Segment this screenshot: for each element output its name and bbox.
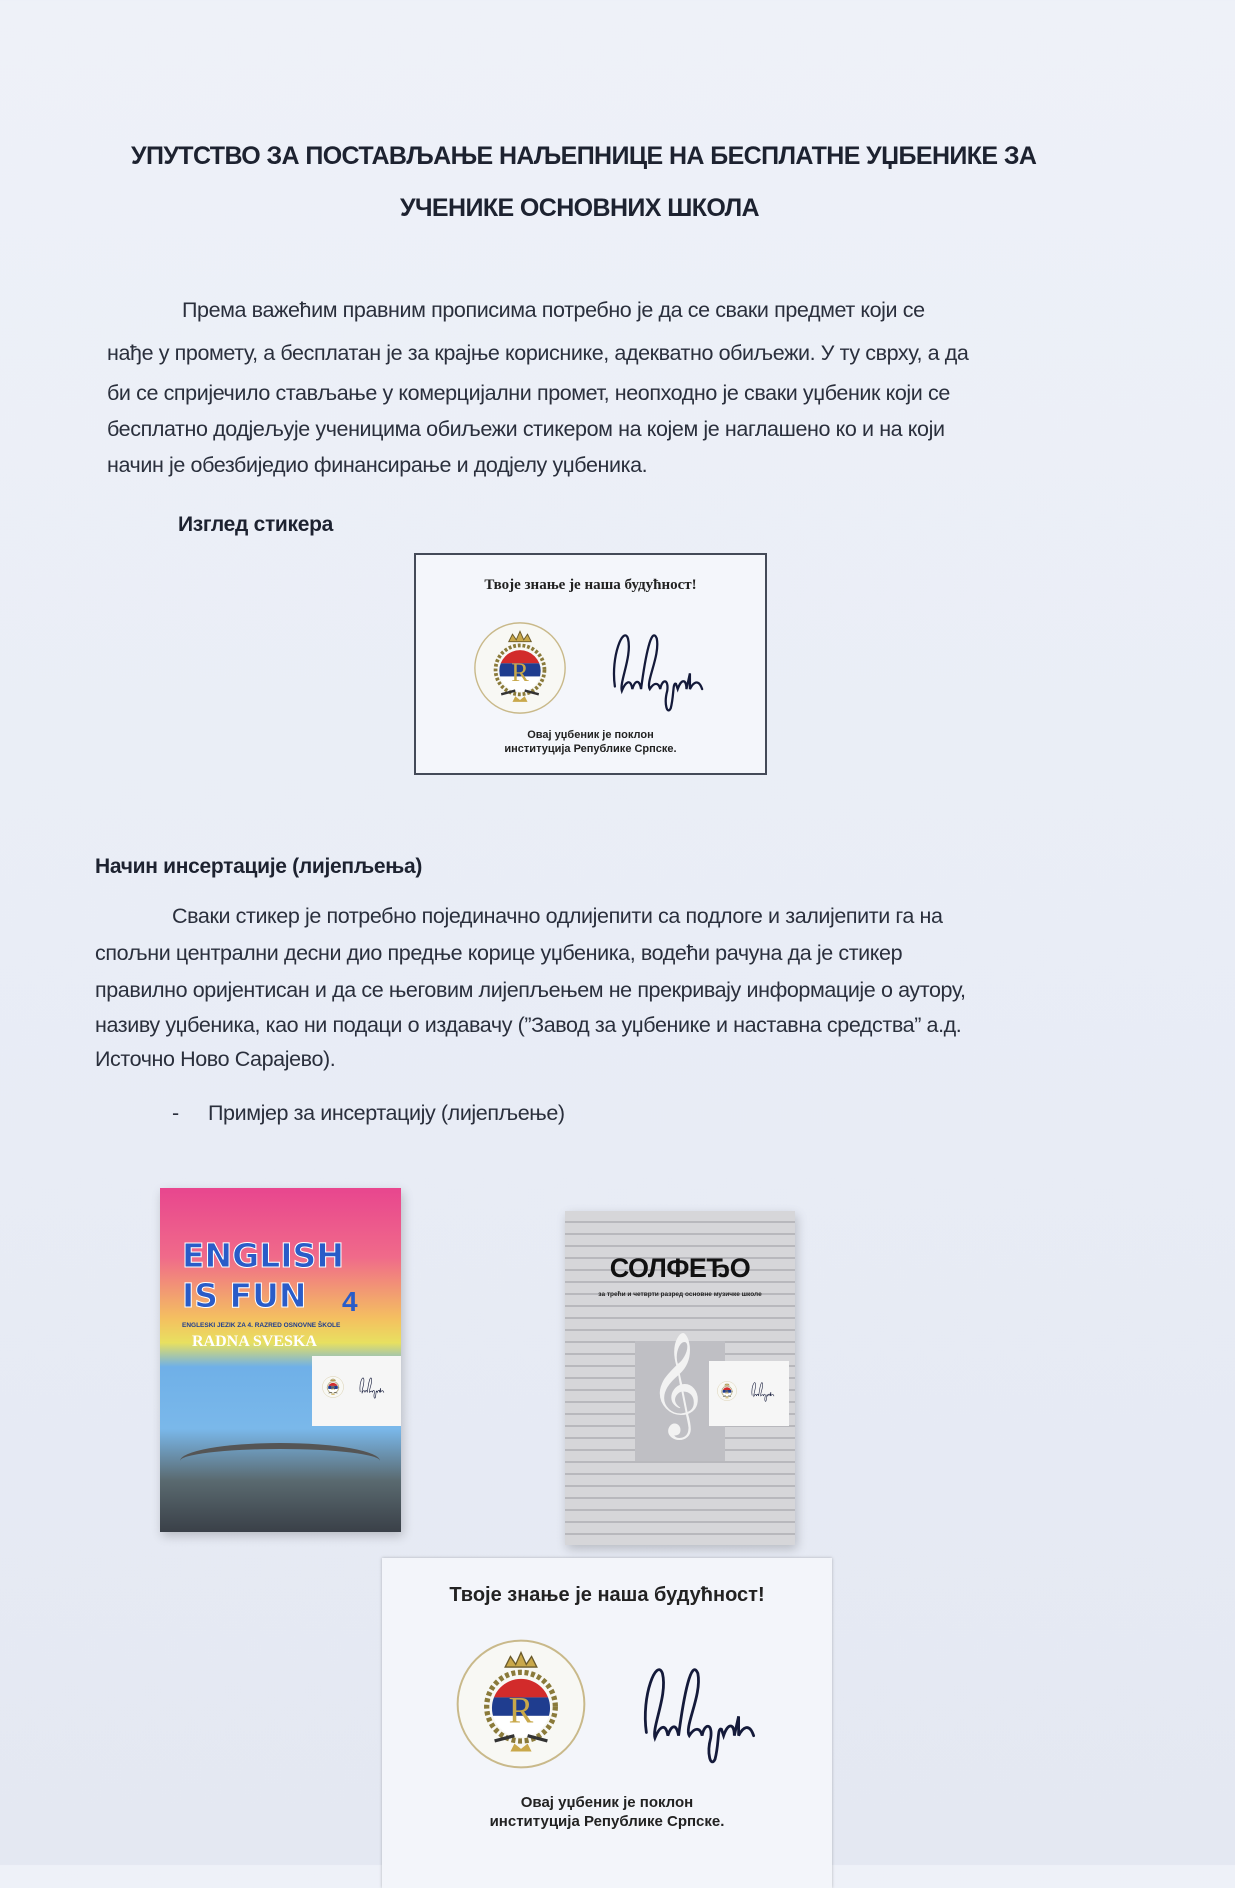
bullet-marker: - [172,1101,179,1125]
sticker-slogan: Твоје знање је наша будућност! [484,577,697,593]
intro-line: бесплатно додјељује ученицима обиљежи стикером на којем је наглашено ко и на који [107,417,945,441]
book-number: 4 [342,1286,358,1317]
signature-icon [606,621,711,717]
physical-sticker [382,1558,832,1888]
book-workbook-label: RADNA SVESKA [192,1333,317,1350]
intro-line: начин је обезбиједио финансирање и додјелу уџбеника. [107,453,648,477]
book-title: ENGLISH [182,1236,344,1275]
insertion-line: називу уџбеника, као ни подаци о издавачу (”Завод за уџбенике и наставна средства” а.д. [95,1013,962,1037]
book-cover-english-is-fun [160,1188,401,1532]
coat-of-arms-icon [455,1638,587,1770]
signature-icon [357,1374,387,1400]
signature-icon [630,1652,770,1770]
bullet-text: Примјер за инсертацију (лијепљење) [208,1101,565,1125]
book-title: СОЛФЕЂО [609,1253,751,1283]
sticker-sample [414,553,767,775]
insertion-line: спољни централни десни дио предње корице уџбеника, водећи рачуна да је стикер [95,941,903,965]
insertion-line: Сваки стикер је потребно појединачно одлијепити са подлоге и залијепити га на [172,904,943,928]
signature-icon [749,1379,777,1403]
sticker-footer-line-1: Овај уџбеник је поклон [520,1794,694,1811]
intro-line: нађе у промету, а бесплатан је за крајње кориснике, адекватно обиљежи. У ту сврху, а да [107,341,969,365]
sticker-heading: Изглед стикера [178,513,334,536]
book-subtitle: ENGLESKI JEZIK ZA 4. RAZRED OSNOVNE ŠKOLE [182,1322,341,1329]
bridge-illustration [180,1443,380,1479]
intro-line: би се спријечило стављање у комерцијални промет, неопходно је сваки уџбеник који се [107,381,950,405]
applied-sticker [709,1361,789,1426]
insertion-line: Источно Ново Сарајево). [95,1047,336,1071]
treble-clef-icon: 𝄞 [649,1331,703,1436]
book-subtitle: за трећи и четврти разред основне музичке школе [598,1291,762,1298]
sticker-footer-line-2: институција Републике Српске. [489,1812,725,1830]
sticker-slogan: Твоје знање је наша будућност! [449,1584,765,1606]
coat-of-arms-icon [473,621,567,715]
intro-line: Према важећим правним прописима потребно је да се сваки предмет који се [182,298,925,322]
sticker-footer-line-2: институција Републике Српске. [504,742,677,755]
insertion-line: правилно оријентисан и да се његовим лијепљењем не прекривају информације о аутору, [95,978,966,1002]
sticker-footer-line-1: Овај уџбеник је поклон [527,729,654,741]
applied-sticker [312,1356,401,1426]
coat-of-arms-icon [322,1376,344,1398]
book-cover-solfeggio [565,1211,795,1545]
coat-of-arms-icon [717,1381,737,1401]
document-title-line-2: УЧЕНИКЕ ОСНОВНИХ ШКОЛА [400,194,759,222]
document-title-line-1: УПУТСТВО ЗА ПОСТАВЉАЊЕ НАЉЕПНИЦЕ НА БЕСПЛАТНЕ УЏБЕНИКЕ ЗА [131,142,1037,170]
book-title: IS FUN [182,1276,307,1315]
insertion-heading: Начин инсертације (лијепљења) [95,855,423,878]
